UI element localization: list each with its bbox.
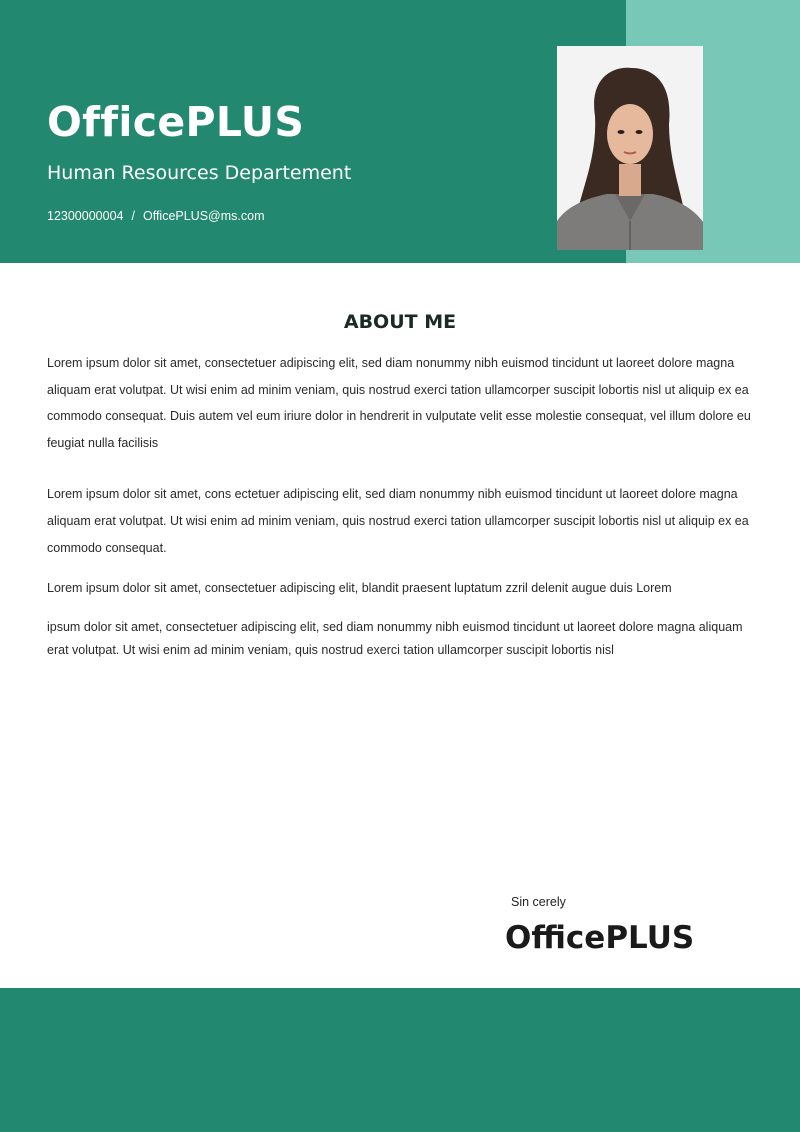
about-paragraph-4: ipsum dolor sit amet, consectetuer adipiscing elit, sed diam nonummy nibh euismod tincidunt ut laoreet dolore magna aliquam erat volutpat. Ut wisi enim ad minim veniam, quis nostrud exerci tation ullamcorper suscipit lobortis nisl	[47, 620, 743, 657]
closing-salutation: Sin cerely	[511, 895, 566, 909]
about-paragraph-1: Lorem ipsum dolor sit amet, consectetuer adipiscing elit, sed diam nonummy nibh euismod tincidunt ut laoreet dolore magna aliquam erat volutpat. Ut wisi enim ad minim veniam, quis nostrud exerci tation ullamcorper suscipit lobortis nisl ut aliquip ex ea commodo consequat. Duis autem vel eum iriure dolor in hendrerit in vulputate velit esse molestie consequat, vel illum dolore eu feugiat nulla facilisis	[47, 356, 751, 450]
portrait-image	[557, 46, 703, 250]
email-address: OfficePLUS@ms.com	[142, 209, 265, 223]
contact-separator: /	[131, 209, 135, 223]
contact-line	[47, 207, 264, 225]
about-paragraph-3: Lorem ipsum dolor sit amet, consectetuer adipiscing elit, blandit praesent luptatum zzril delenit augue duis Lorem	[47, 581, 672, 595]
department-label: Human Resources Departement	[47, 162, 352, 184]
profile-photo	[557, 46, 703, 250]
signature-name: OfficePLUS	[505, 920, 695, 956]
footer-band	[0, 988, 800, 1132]
brand-title: OfficePLUS	[47, 98, 305, 146]
phone-number: 12300000004	[47, 209, 124, 223]
about-paragraph-2: Lorem ipsum dolor sit amet, cons ectetuer adipiscing elit, sed diam nonummy nibh euismod tincidunt ut laoreet dolore magna aliquam erat volutpat. Ut wisi enim ad minim veniam, quis nostrud exerci tation ullamcorper suscipit lobortis nisl ut aliquip ex ea commodo consequat.	[47, 487, 749, 555]
about-heading: ABOUT ME	[343, 311, 457, 333]
